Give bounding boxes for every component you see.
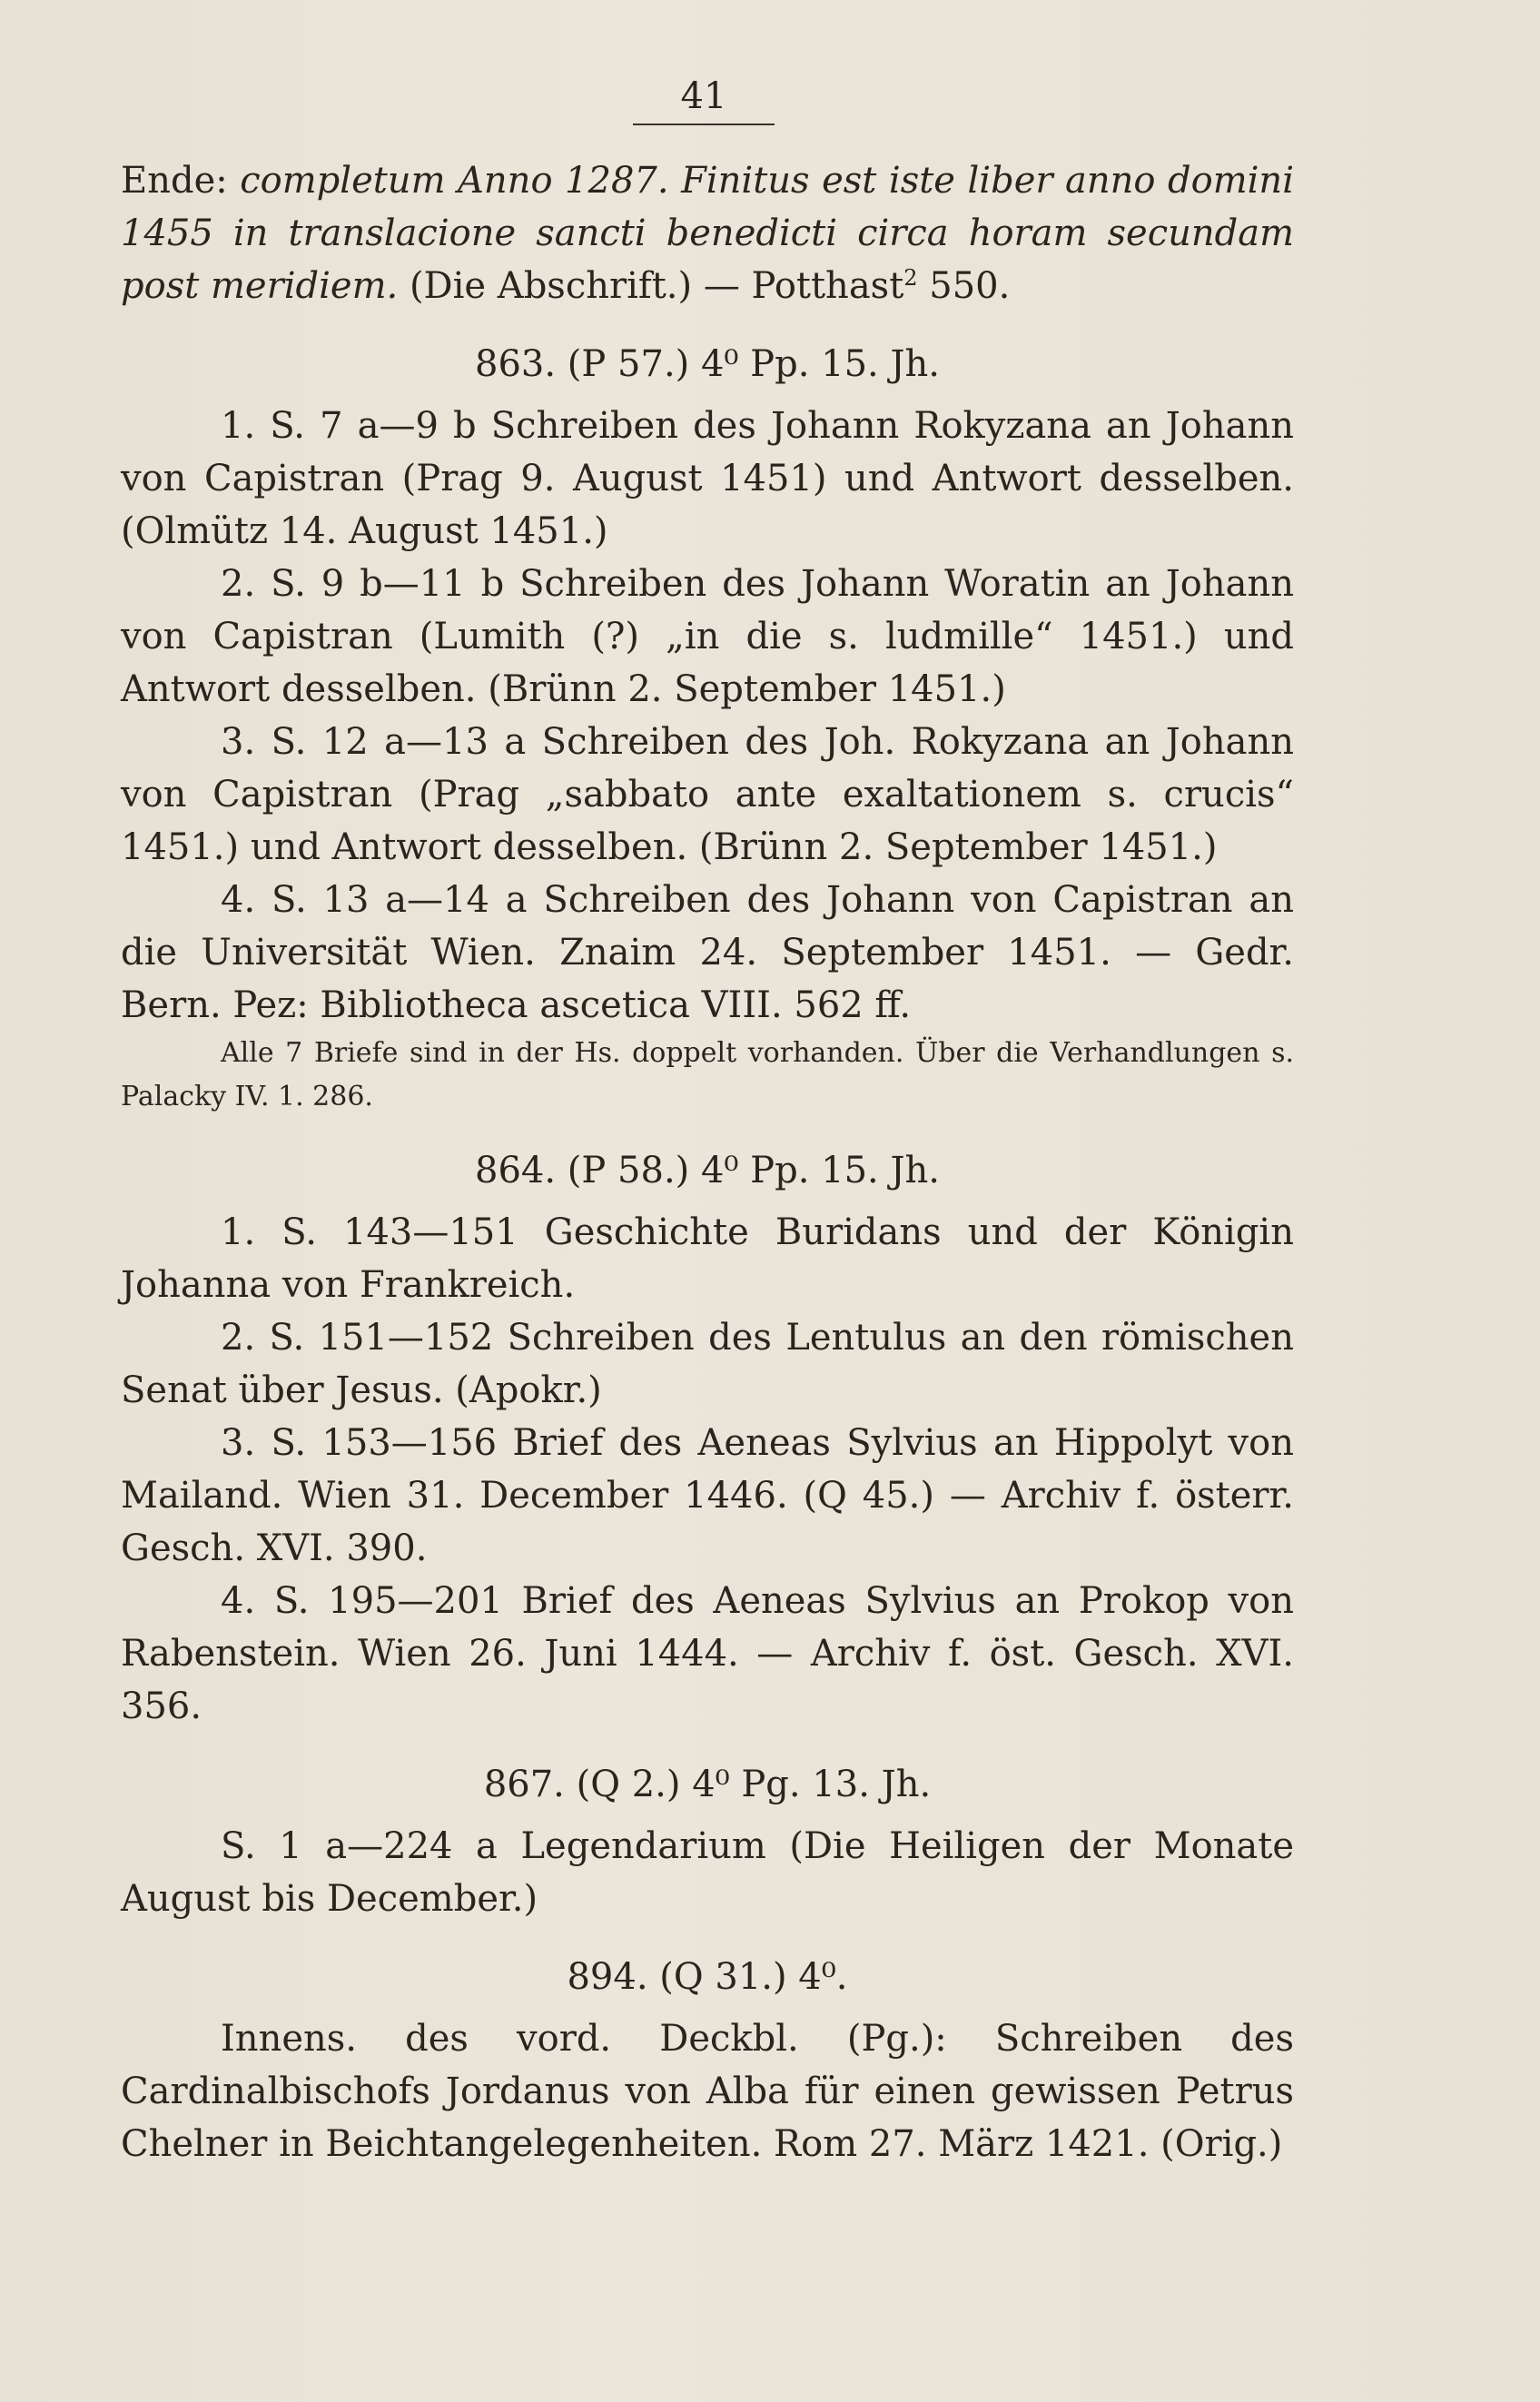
entry-862-ending: Ende: completum Anno 1287. Finitus est iste liber anno domini 1455 in translacione sancti benedicti circa horam secundam post meridiem. (Die Abschrift.) — Potthast$^2$ 550. xyxy=(121,160,1294,307)
entry-894-heading: 894. (Q 31.) 4⁰. xyxy=(567,1956,848,1998)
entry-894-item-1: Innens. des vord. Deckbl. (Pg.): Schreiben des Cardinalbischofs Jordanus von Alba für einen gewissen Petrus Chelner in Beichtangelegenheiten. Rom 27. März 1421. (Orig.) xyxy=(121,2018,1294,2165)
entry-864-item-4: 4. S. 195—201 Brief des Aeneas Sylvius an Prokop von Rabenstein. Wien 26. Juni 1444. — Archiv f. öst. Gesch. XVI. 356. xyxy=(121,1580,1294,1727)
page-number: 41 xyxy=(680,75,727,117)
entry-864-item-3: 3. S. 153—156 Brief des Aeneas Sylvius an Hippolyt von Mailand. Wien 31. December 1446. (Q 45.) — Archiv f. österr. Gesch. XVI. 390. xyxy=(121,1422,1294,1569)
ending-quote: completum Anno 1287. Finitus est iste liber anno domini 1455 in translacione sancti benedicti circa horam secundam post meridiem. xyxy=(121,160,1294,307)
entry-864-heading: 864. (P 58.) 4⁰ Pp. 15. Jh. xyxy=(475,1150,940,1191)
entry-867-heading: 867. (Q 2.) 4⁰ Pg. 13. Jh. xyxy=(483,1764,932,1805)
entry-867-item-1: S. 1 a—224 a Legendarium (Die Heiligen der Monate August bis December.) xyxy=(121,1825,1294,1920)
entry-863-note: Alle 7 Briefe sind in der Hs. doppelt vorhanden. Über die Verhandlungen s. Palacky IV. 1. 286. xyxy=(121,1037,1294,1112)
page-content xyxy=(121,154,1294,2170)
entry-863-item-1: 1. S. 7 a—9 b Schreiben des Johann Rokyzana an Johann von Capistran (Prag 9. August 1451) und Antwort desselben. (Olmütz 14. August 1451.) xyxy=(121,405,1294,552)
entry-863-heading: 863. (P 57.) 4⁰ Pp. 15. Jh. xyxy=(475,343,940,385)
edition-superscript: 2 xyxy=(903,265,918,291)
entry-864-item-1: 1. S. 143—151 Geschichte Buridans und der Königin Johanna von Frankreich. xyxy=(121,1211,1294,1306)
entry-864-item-2: 2. S. 151—152 Schreiben des Lentulus an den römischen Senat über Jesus. (Apokr.) xyxy=(121,1317,1294,1411)
entry-863-item-3: 3. S. 12 a—13 a Schreiben des Joh. Rokyzana an Johann von Capistran (Prag „sabbato ante exaltationem s. crucis“ 1451.) und Antwort desselben. (Brünn 2. September 1451.) xyxy=(121,721,1294,868)
entry-863-item-2: 2. S. 9 b—11 b Schreiben des Johann Woratin an Johann von Capistran (Lumith (?) „in die s. ludmille“ 1451.) und Antwort desselben. (Brünn 2. September 1451.) xyxy=(121,563,1294,710)
entry-863-item-4: 4. S. 13 a—14 a Schreiben des Johann von Capistran an die Universität Wien. Znaim 24. September 1451. — Gedr. Bern. Pez: Bibliotheca ascetica VIII. 562 ff. xyxy=(121,879,1294,1026)
page-number-rule xyxy=(633,124,775,125)
